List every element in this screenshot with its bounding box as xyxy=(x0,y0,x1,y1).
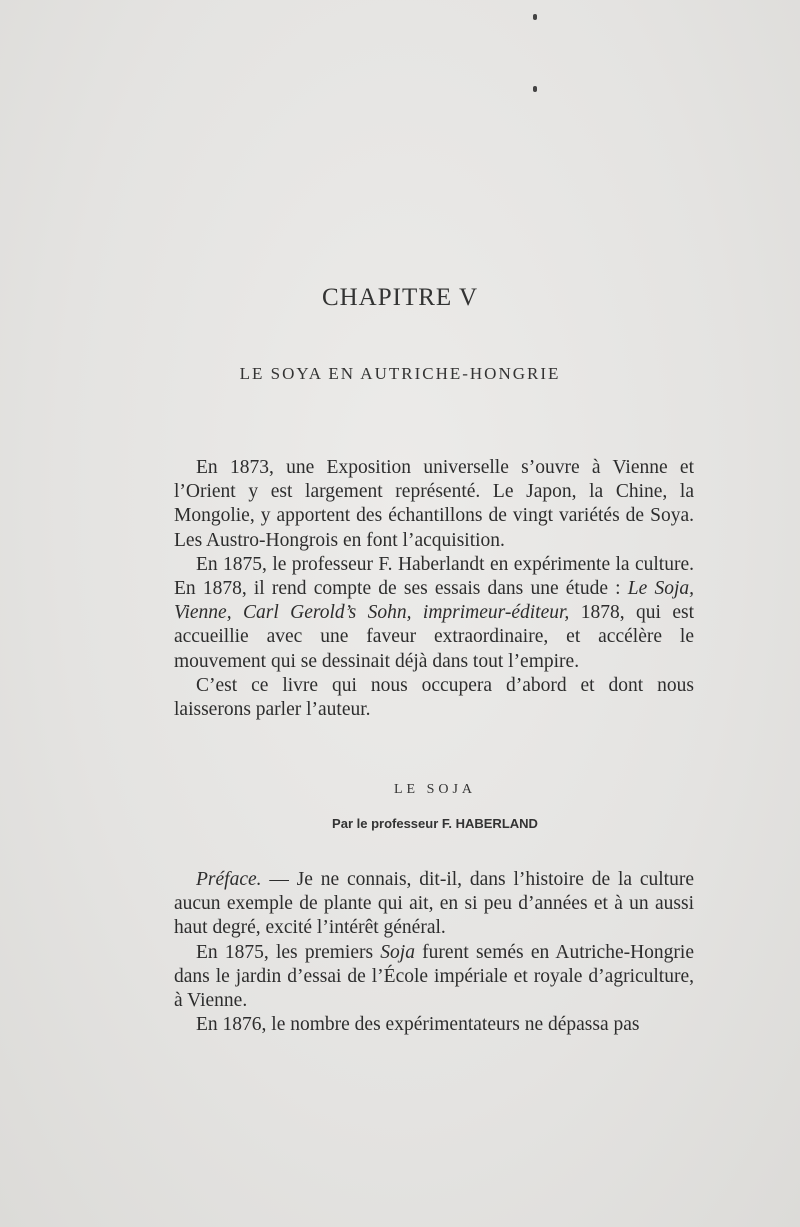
paragraph xyxy=(174,941,694,1014)
italic-text-run: Soja xyxy=(380,941,415,963)
intro-text xyxy=(174,456,694,722)
text-run: — Je ne connais, dit-il, dans l’histoire de la culture aucun exemple de plante qui ait, en si peu d’années et à un aussi haut degré, excité l’intérêt général. xyxy=(174,869,694,939)
text-run: En 1873, une Exposition universelle s’ouvre à Vienne et l’Orient y est largement représenté. Le Japon, la Chine, la Mongolie, y apportent des échantillons de vingt variétés de Soya. Les Austro-Hongrois en font l’acquisition. xyxy=(174,457,694,551)
section-title: LE SOJA xyxy=(393,782,477,797)
ink-speck xyxy=(533,86,537,92)
text-run: En 1875, les premiers xyxy=(196,941,381,963)
paragraph xyxy=(174,868,694,941)
text-run: En 1875, le professeur F. Haberlandt en expérimente la culture. En 1878, il rend compte de ses essais dans une étude : xyxy=(174,553,694,600)
paragraph xyxy=(174,456,694,553)
paragraph xyxy=(174,674,694,722)
text-run: 1878, qui est accueillie avec une faveur extraordinaire, et accélère le mouvement qui se dessinait déjà dans tout l’empire. xyxy=(174,602,694,672)
chapter-title: CHAPITRE V xyxy=(321,284,479,311)
text-run: furent semés en Autriche-Hongrie dans le jardin d’essai de l’École impériale et royale d’agriculture, à Vienne. xyxy=(174,941,694,1012)
italic-text-run: Le Soja, Vienne, Carl Gerold’s Sohn, imprimeur-éditeur, xyxy=(174,578,694,624)
preface-text xyxy=(174,868,694,1037)
paragraph xyxy=(174,553,694,674)
chapter-subtitle: LE SOYA EN AUTRICHE-HONGRIE xyxy=(239,364,561,383)
text-run: En 1876, le nombre des expérimentateurs ne dépassa pas xyxy=(196,1014,640,1036)
section-byline: Par le professeur F. HABERLAND xyxy=(332,816,538,831)
paragraph xyxy=(174,1013,694,1037)
text-run: C’est ce livre qui nous occupera d’abord et dont nous laisserons parler l’auteur. xyxy=(174,674,694,721)
ink-speck xyxy=(533,14,537,20)
italic-text-run: Préface. xyxy=(196,869,262,890)
